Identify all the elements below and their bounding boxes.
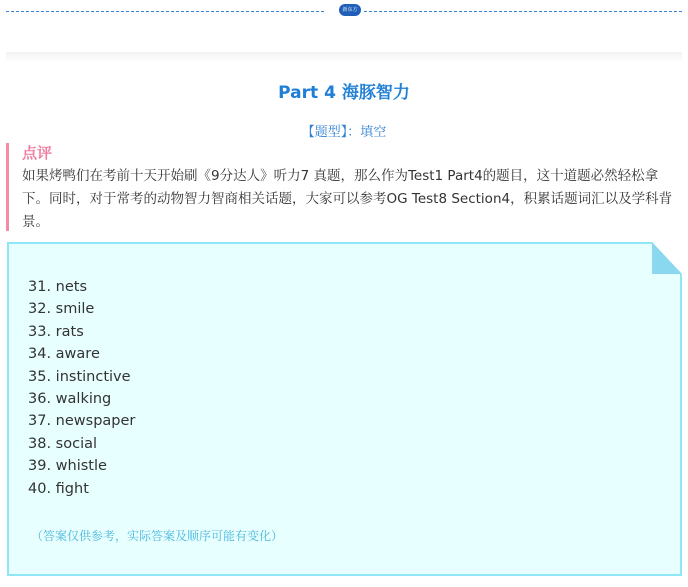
question-type-line: 【题型】：填空 [301, 125, 387, 140]
answer-item: 33. rats [28, 323, 84, 340]
answer-item: 32. smile [28, 301, 95, 318]
review-block [6, 143, 674, 231]
answer-item: 37. newspaper [28, 413, 136, 430]
answer-item: 36. walking [28, 390, 112, 407]
review-text: 如果烤鸭们在考前十天开始刷《9分达人》听力7 真题，那么作为Test1 Part4的题目，这十道题必然轻松拿下。同时，对于常考的动物智力智商相关话题，大家可以参考OG Test8 Section4，积累话题词汇以及学科背景。 [22, 168, 673, 230]
review-label: 点评 [22, 144, 53, 162]
divider-line-right [364, 11, 682, 12]
brand-logo-icon [339, 4, 361, 16]
divider-line-left [6, 11, 324, 12]
section-title: Part 4 海豚智力 [278, 83, 410, 103]
answer-item: 35. instinctive [28, 368, 131, 385]
card-top-shadow [6, 52, 682, 62]
answer-item: 34. aware [28, 346, 100, 363]
folded-corner-icon [652, 242, 682, 274]
answer-item: 31. nets [28, 279, 88, 295]
answer-box [7, 242, 682, 576]
brand-logo-text: 新东方 [342, 6, 358, 13]
answer-item: 40. fight [28, 480, 89, 497]
answer-item: 39. whistle [28, 458, 107, 475]
answer-item: 38. social [28, 435, 98, 452]
answer-list [28, 276, 135, 500]
answer-note: （答案仅供参考，实际答案及顺序可能有变化） [31, 529, 284, 543]
